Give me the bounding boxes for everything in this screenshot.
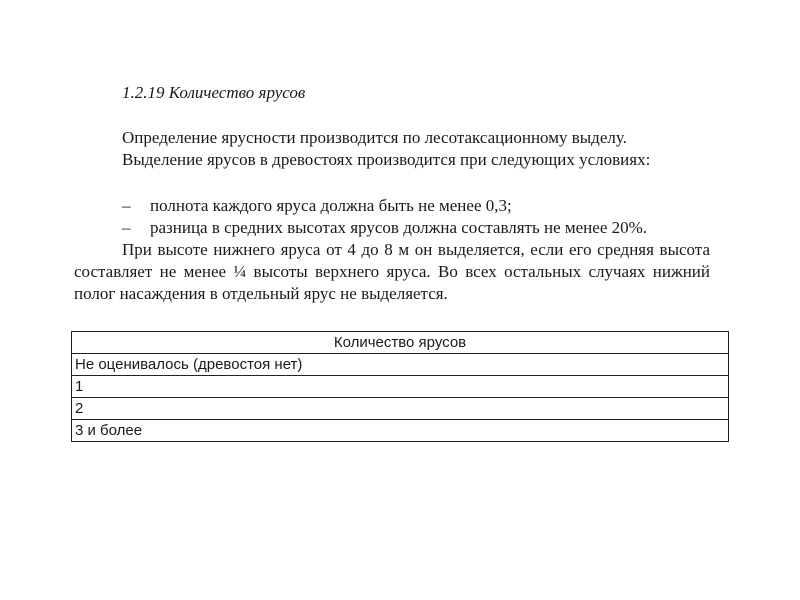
table-row bbox=[72, 376, 729, 398]
bullet-item bbox=[122, 195, 512, 217]
bullet-dash: – bbox=[122, 196, 131, 215]
paragraph-lower-tier: При высоте нижнего яруса от 4 до 8 м он выделяется, если его средняя высота составляет не менее ¼ высоты верхнего яруса. Во всех остальных случаях нижний полог насаждения в отдельный ярус не выделяется. bbox=[74, 240, 710, 303]
table-header-row bbox=[72, 332, 729, 354]
table-header-cell: Количество ярусов bbox=[72, 332, 729, 354]
paragraph-definition: Определение ярусности производится по лесотаксационному выделу. bbox=[122, 128, 627, 147]
table-row bbox=[72, 398, 729, 420]
table-row bbox=[72, 420, 729, 442]
tier-count-table bbox=[71, 331, 729, 442]
table-cell: Не оценивалось (древостоя нет) bbox=[72, 354, 729, 376]
bullet-text: разница в средних высотах ярусов должна составлять не менее 20%. bbox=[150, 218, 648, 237]
bullet-text: полнота каждого яруса должна быть не менее 0,3; bbox=[150, 196, 512, 215]
table-cell: 1 bbox=[72, 376, 729, 398]
bullet-dash: – bbox=[122, 218, 131, 237]
table-cell: 3 и более bbox=[72, 420, 729, 442]
paragraph-conditions: Выделение ярусов в древостоях производится при следующих условиях: bbox=[122, 150, 651, 169]
bullet-item bbox=[122, 217, 647, 239]
section-heading: 1.2.19 Количество ярусов bbox=[122, 83, 306, 102]
table-row bbox=[72, 354, 729, 376]
table-cell: 2 bbox=[72, 398, 729, 420]
